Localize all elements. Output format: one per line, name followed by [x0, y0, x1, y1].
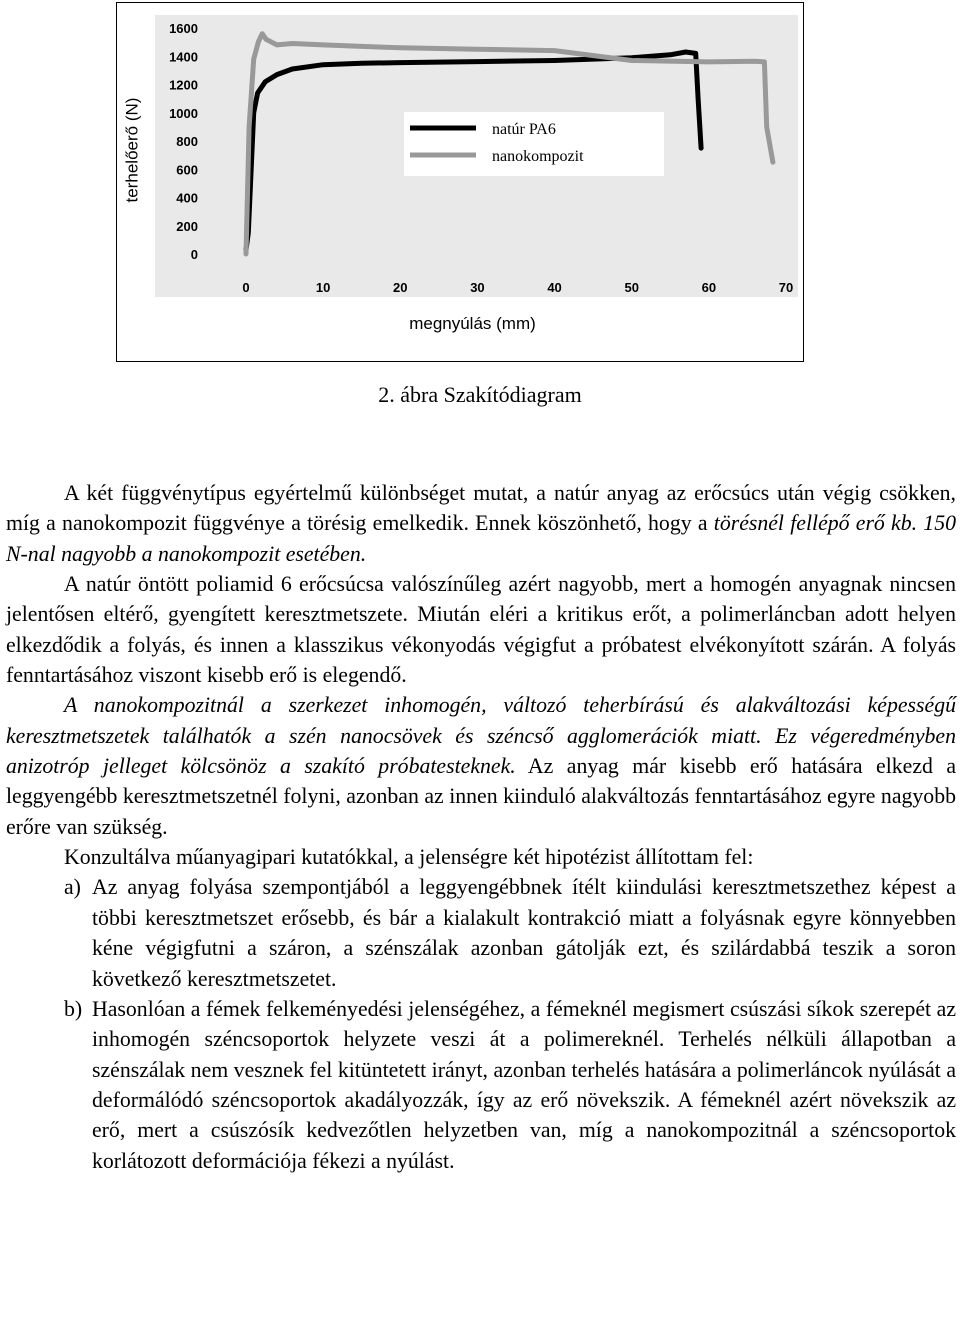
- paragraph-3-italic: A nanokompozitnál a szerkezet inhomogén, változó teherbírású és alakváltozási képességű keresztmetszetek találhatók a szén nanocsövek és széncső agglomerációk miatt. Ez végeredményben anizotróp jelleget kölcsönöz a szakító próbatesteknek.: [6, 693, 956, 779]
- x-tick-label: 50: [624, 280, 639, 295]
- x-tick-label: 10: [315, 280, 331, 295]
- x-tick-label: 70: [778, 280, 794, 295]
- y-axis-label-text: terhelőerő (N): [122, 97, 141, 203]
- figure-caption: 2. ábra Szakítódiagram: [378, 382, 582, 407]
- legend-label-0: natúr PA6: [492, 121, 556, 138]
- paragraph-1: A két függvénytípus egyértelmű különbséget mutat, a natúr anyag az erőcsúcs után végig csökken, míg a nanokompozit függvénye a törésig emelkedik. Ennek köszönhető, hogy a törésnél fellépő erő kb. 150 N-nal nagyobb a nanokompozit esetében.: [6, 481, 957, 566]
- hypothesis-a-text: Az anyag folyása szempontjából a leggyengébbnek ítélt kiindulási keresztmetszethez képest a többi keresztmetszet erősebb, és bár a kialakult kontrakció miatt a folyásnak egyre könnyebben kéne végigfutni a száron, a szénszálak azonban gátolják ezt, és szilárdabbá teszik a soron következő keresztmetszetet.: [92, 875, 956, 991]
- x-tick-label: 0: [242, 280, 250, 295]
- paragraph-4: Konzultálva műanyagipari kutatókkal, a jelenségre két hipotézist állítottam fel:: [64, 845, 754, 870]
- y-tick-label: 1600: [169, 21, 198, 36]
- paragraph-3: A nanokompozitnál a szerkezet inhomogén, változó teherbírású és alakváltozási képességű keresztmetszetek találhatók a szén nanocsövek és széncső agglomerációk miatt. Ez végeredményben anizotróp jelleget kölcsönöz a szakító próbatesteknek. Az anyag már kisebb erő hatására elkezd a leggyengébb keresztmetszetnél folyni, azonban az innen kiinduló alakváltozás fenntartásához egyre nagyobb erőre van szükség.: [6, 693, 957, 839]
- hypothesis-b-marker: b): [64, 996, 83, 1021]
- x-tick-label: 20: [393, 280, 408, 295]
- x-tick-label: 30: [470, 280, 485, 295]
- x-tick-label: 60: [701, 280, 717, 295]
- y-tick-label: 600: [176, 162, 198, 178]
- y-tick-label: 1200: [169, 77, 198, 93]
- legend-label-1: nanokompozit: [492, 148, 584, 165]
- paragraph-2: A natúr öntött poliamid 6 erőcsúcsa valószínűleg azért nagyobb, mert a homogén anyagnak nincsen jelentősen eltérő, gyengített keresztmetszete. Miután eléri a kritikus erőt, a polimerláncban adott helyen elkezdődik a folyás, és innen a klasszikus vékonyodás végigfut a próbatest elvékonyított szárán. A folyás fenntartásához viszont kisebb erő is elegendő.: [6, 572, 956, 688]
- body-text: [6, 478, 956, 1176]
- x-tick-label: 40: [547, 280, 562, 295]
- y-tick-label: 1400: [169, 49, 198, 65]
- y-tick-label: 0: [190, 247, 198, 262]
- hypothesis-b: [6, 994, 956, 1176]
- hypothesis-a: [6, 872, 956, 993]
- y-tick-label: 1000: [169, 105, 198, 121]
- paragraph-1-italic: törésnél fellépő erő kb. 150 N-nal nagyobb a nanokompozit esetében.: [6, 511, 957, 566]
- stress-strain-chart: [0, 0, 960, 370]
- hypothesis-b-text: Hasonlóan a fémek felkeményedési jelenségéhez, a fémeknél megismert csúszási síkok szerepét az inhomogén széncsoportok helyzete veszi át a polimereknél. Terhelés nélküli állapotban a szénszálak nem vesznek fel kitüntetett irányt, azonban terhelés hatására a polimerláncok nyúlását a deformálódó széncsoportok akadályozzák, így az erő növekszik. A fémeknél azért növekszik az erő, mert a csúszósík kedvezőtlen helyzetben van, míg a nanokompozitnál a széncsoportok korlátozott deformációja fékezi a nyúlást.: [92, 996, 956, 1173]
- y-tick-label: 200: [176, 218, 198, 234]
- y-tick-label: 800: [176, 134, 198, 149]
- y-tick-label: 400: [176, 190, 198, 206]
- x-axis-label: megnyúlás (mm): [409, 314, 536, 333]
- hypothesis-a-marker: a): [64, 875, 81, 900]
